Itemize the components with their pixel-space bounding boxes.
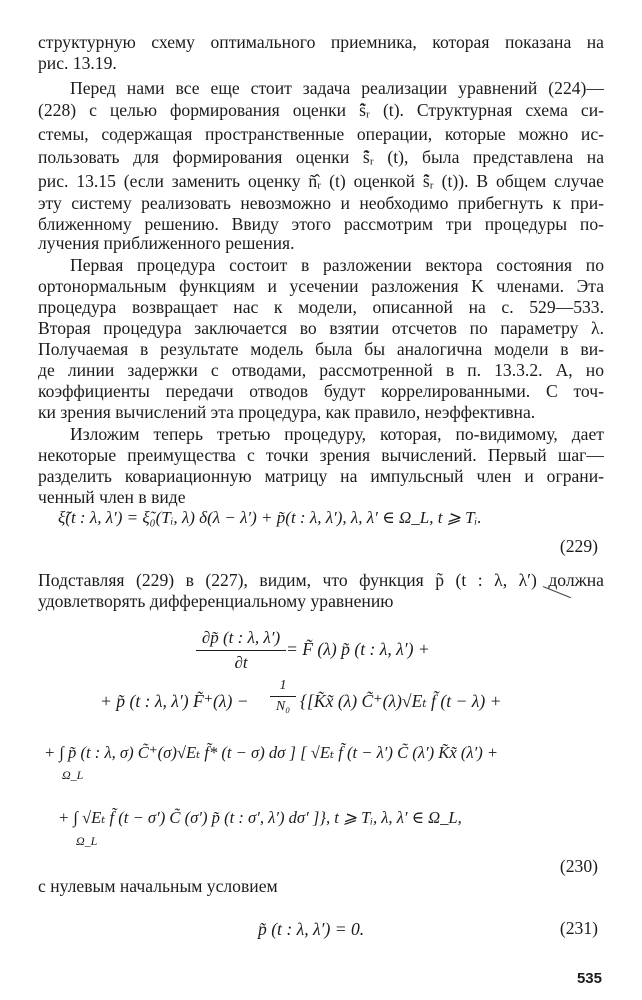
text-line: Перед нами все еще стоит задача реализации уравнений (224)—	[70, 78, 604, 98]
text-line: де линии задержки с отводами, рассмотренной в п. 13.3.2. A, но	[38, 360, 604, 380]
integral-limit: Ω_L	[76, 834, 98, 848]
page-number: 535	[576, 970, 602, 987]
text-line: Подставляя (229) в (227), видим, что функция p̃ (t : λ, λ′) должна	[38, 570, 604, 590]
text-line: с нулевым начальным условием	[38, 876, 278, 896]
text-line: Вторая процедура заключается во взятии отсчетов по параметру λ.	[38, 318, 604, 338]
equation-230-line1: = F̃ (λ) p̃ (t : λ, λ′) +	[286, 639, 430, 659]
equation-number-230: (230)	[559, 856, 598, 876]
text-line: ченный член в виде	[38, 487, 186, 507]
text-line: некоторые преимущества с точки зрения вычислений. Первый шаг—	[38, 445, 604, 465]
equation-230-line2: + p̃ (t : λ, λ′) F̃⁺(λ) −	[100, 691, 249, 711]
text-line: рис. 13.19.	[38, 53, 117, 73]
integral-limit: Ω_L	[62, 768, 84, 782]
fraction-denominator: ∂t	[234, 653, 248, 672]
text-line: ортонормальным функциям и усечении разложения K членами. Эта	[38, 276, 604, 296]
text-line: ближенному решению. Ввиду этого рассмотрим три процедуры по-	[38, 214, 604, 234]
equation-number-229: (229)	[559, 536, 598, 556]
fraction-numerator: 1	[279, 678, 287, 693]
equation-number-231: (231)	[559, 918, 598, 938]
fraction-numerator: ∂p̃ (t : λ, λ′)	[201, 628, 281, 647]
fraction-bar	[196, 650, 286, 651]
text-line: структурную схему оптимального приемника, которая показана на	[38, 32, 604, 52]
text-line: Получаемая в результате модель была бы аналогична модели в ви-	[38, 339, 604, 359]
text-line: Первая процедура состоит в разложении вектора состояния по	[70, 255, 604, 275]
text-line: коэффициенты передачи отводов будут коррелированными. С точ-	[38, 381, 604, 401]
fraction-denominator: N₀	[275, 699, 291, 714]
text-line: удовлетворять дифференциальному уравнению	[38, 591, 394, 611]
text-line: процедура возвращает нас к модели, описанной на с. 529—533.	[38, 297, 604, 317]
equation-231: p̃ (t : λ, λ′) = 0.	[258, 919, 365, 939]
equation-230-line2-rest: {[K̃x̃ (λ) C̃⁺(λ)√Eₜ f̃ (t − λ) +	[300, 691, 502, 711]
text-line: лучения приближенного решения.	[38, 233, 295, 253]
text-line: ки зрения вычислений эта процедура, как правило, неэффективна.	[38, 402, 536, 422]
text-line: рис. 13.15 (если заменить оценку ñ̂ᵣ (t) оценкой s̃̂ᵣ (t)). В общем случае	[38, 171, 604, 191]
equation-230-line2-fraction	[270, 678, 296, 715]
text-line: (228) с целью формирования оценки s̃̂ᵣ (t). Структурная схема си-	[38, 100, 604, 120]
text-line: Изложим теперь третью процедуру, которая, по-видимому, дает	[70, 424, 604, 444]
equation-230-line4: + ∫ √Eₜ f̃ (t − σ′) C̃ (σ′) p̃ (t : σ′, λ′) dσ′ ]}, t ⩾ Tᵢ, λ, λ′ ∈ Ω_L,	[58, 808, 462, 827]
text-line: эту систему реализовать невозможно и необходимо прибегнуть к при-	[38, 193, 604, 213]
equation-230-line3: + ∫ p̃ (t : λ, σ) C̃⁺(σ)√Eₜ f̃* (t − σ) dσ ] [ √Eₜ f̃ (t − λ′) C̃ (λ′) K̃x̃ (λ′) +	[44, 743, 499, 762]
text-line: разделить ковариационную матрицу на импульсный член и ограни-	[38, 466, 604, 486]
text-line: пользовать для формирования оценки s̃̂ᵣ (t), была представлена на	[38, 147, 604, 167]
fraction-bar	[270, 696, 296, 697]
equation-230-fraction	[196, 628, 286, 673]
text-line: стемы, содержащая пространственные операции, которые можно ис-	[38, 124, 604, 144]
equation-229: ξ̃(t : λ, λ′) = ξ̃₀(Tᵢ, λ) δ(λ − λ′) + p̃(t : λ, λ′), λ, λ′ ∈ Ω_L, t ⩾ Tᵢ.	[58, 508, 482, 527]
